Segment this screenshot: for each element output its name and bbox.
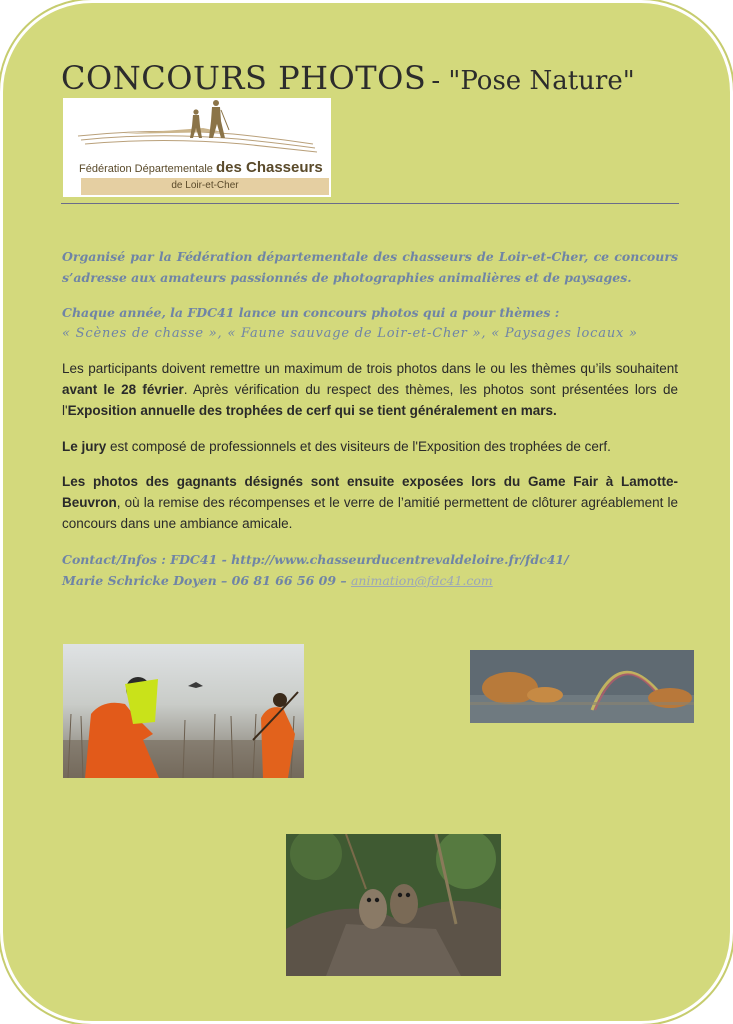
contact-person: Marie Schricke Doyen – 06 81 66 56 09 –: [62, 573, 351, 588]
title-main: CONCOURS PHOTOS: [61, 59, 427, 97]
logo-text-bold: des Chasseurs: [215, 159, 323, 176]
themes-intro: Chaque année, la FDC41 lance un concours photos qui a pour thèmes :: [62, 305, 560, 320]
photo-hunting-scene: [63, 644, 304, 778]
winners-text: , où la remise des récompenses et le verre de l’amitié permettent de clôturer agréablement le concours dans une ambiance amicale.: [62, 495, 678, 531]
hunters-logo-graphic: [63, 98, 331, 158]
participants-text: Les participants doivent remettre un maximum de trois photos dans le ou les thèmes qu’ils souhaitent: [62, 361, 678, 376]
jury-label: Le jury: [62, 439, 107, 454]
deadline-text: avant le 28 février: [62, 382, 184, 397]
intro-paragraph: Organisé par la Fédération départementale des chasseurs de Loir-et-Cher, ce concours s’adresse aux amateurs passionnés de photographies animalières et de paysages.: [62, 249, 678, 285]
photo-owls: [286, 834, 501, 976]
jury-text: est composé de professionnels et des visiteurs de l'Exposition des trophées de cerf.: [106, 439, 611, 454]
participants-text-2: . Après vérification du respect des thèmes, les photos sont présentées lors de l': [62, 382, 678, 418]
jury-paragraph: [62, 436, 678, 457]
header-divider: [61, 203, 679, 204]
federation-logo: [63, 98, 331, 197]
logo-band: [81, 178, 329, 195]
title-subtitle: - "Pose Nature": [431, 66, 635, 96]
themes-paragraph: [62, 302, 678, 344]
page-title: [61, 59, 635, 97]
winners-paragraph: [62, 471, 678, 534]
photo-lake-rainbow: [470, 650, 694, 723]
logo-text-line1: [79, 159, 323, 177]
contact-line2: [62, 570, 678, 591]
logo-text-prefix: Fédération Départementale: [79, 163, 216, 175]
logo-text-line2: de Loir-et-Cher: [171, 180, 239, 191]
email-link[interactable]: animation@fdc41.com: [350, 573, 493, 588]
participants-paragraph: [62, 358, 678, 421]
contact-line1: Contact/Infos : FDC41 - http://www.chasseurducentrevaldeloire.fr/fdc41/: [62, 552, 569, 567]
winners-bold: Les photos des gagnants désignés sont ensuite exposées lors du Game Fair à Lamotte-Beuvron: [62, 474, 678, 510]
contact-block: [62, 549, 678, 591]
themes-list: « Scènes de chasse », « Faune sauvage de Loir-et-Cher », « Paysages locaux »: [62, 326, 638, 341]
exhibition-text: Exposition annuelle des trophées de cerf qui se tient généralement en mars.: [67, 403, 557, 418]
